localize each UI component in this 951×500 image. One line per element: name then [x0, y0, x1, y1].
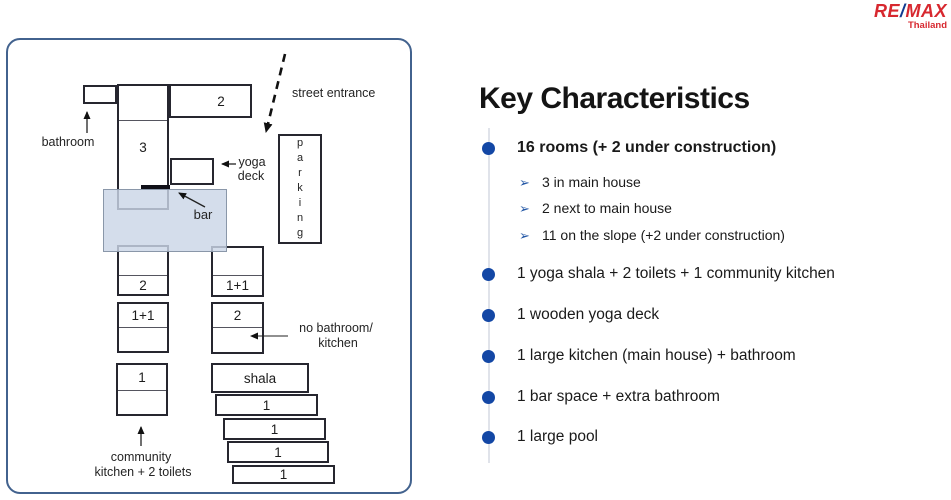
bullet-item: 1 bar space + extra bathroom: [517, 388, 720, 405]
bullet-dot: [482, 350, 495, 363]
room-label: 1: [138, 370, 146, 385]
room-label: 1+1: [226, 278, 249, 293]
parking-label: parking: [294, 136, 306, 242]
slope-room-box: 1: [232, 465, 335, 484]
shala-box: shala: [211, 363, 309, 393]
bullet-dot: [482, 309, 495, 322]
street-entrance-label: street entrance: [292, 86, 376, 100]
box-divider: [119, 327, 167, 328]
box-divider: [118, 390, 166, 391]
bar-label: bar: [193, 207, 213, 222]
bathroom-label: bathroom: [41, 135, 95, 149]
page-title: Key Characteristics: [479, 82, 750, 115]
bar-entrance-line: [141, 185, 170, 189]
room-label: 2: [233, 308, 242, 323]
sub-bullet-arrow-icon: ➢: [519, 201, 530, 216]
no-bathroom-label-line2: kitchen: [318, 336, 358, 350]
slope-room-box: 1: [223, 418, 326, 440]
sub-bullet-arrow-icon: ➢: [519, 175, 530, 190]
bullet-item: 1 large kitchen (main house) + bathroom: [517, 347, 796, 364]
bullet-item: 16 rooms (+ 2 under construction): [517, 139, 777, 156]
bathroom-annex-box: [83, 85, 117, 104]
room-box-left-b: [117, 302, 169, 353]
bullet-dot: [482, 268, 495, 281]
yoga-label-line2: deck: [237, 169, 265, 183]
logo-max: MAX: [905, 1, 947, 21]
room-box-left-c: [116, 363, 168, 416]
community-label-line2: kitchen + 2 toilets: [94, 465, 192, 479]
room-label: 3: [139, 140, 147, 155]
slope-room-box: 1: [227, 441, 329, 463]
room-label: 1+1: [131, 308, 155, 323]
room-2-top-box: [169, 84, 252, 118]
room-label: 2: [217, 94, 225, 109]
bullet-dot: [482, 142, 495, 155]
box-divider: [119, 275, 167, 276]
room-box-left-a: [117, 245, 169, 296]
yoga-deck-box: [170, 158, 214, 185]
room-box-right-a: [211, 246, 264, 297]
slope-room-box: 1: [215, 394, 318, 416]
no-bathroom-label-line1: no bathroom/: [299, 321, 373, 335]
room-box-right-b: [211, 302, 264, 354]
yoga-label-line1: yoga: [238, 155, 266, 169]
sub-bullet-item: 11 on the slope (+2 under construction): [542, 227, 785, 243]
community-label-line1: community: [110, 450, 172, 464]
remax-logo: [874, 2, 947, 31]
floor-plan-panel: [6, 38, 412, 494]
box-divider: [213, 327, 262, 328]
bullet-item: 1 yoga shala + 2 toilets + 1 community kitchen: [517, 265, 835, 282]
bullet-dot: [482, 431, 495, 444]
bullet-item: 1 wooden yoga deck: [517, 306, 660, 323]
box-divider: [213, 275, 262, 276]
parking-box: [278, 134, 322, 244]
bullet-connector-line: [488, 128, 490, 463]
box-divider: [119, 120, 167, 121]
room-label: 2: [139, 278, 147, 293]
bullet-item: 1 large pool: [517, 428, 599, 445]
sub-bullet-arrow-icon: ➢: [519, 228, 530, 243]
bullet-dot: [482, 391, 495, 404]
sub-bullet-item: 2 next to main house: [542, 200, 672, 216]
logo-region: Thailand: [907, 20, 947, 31]
sub-bullet-item: 3 in main house: [542, 174, 641, 190]
logo-slash: /: [899, 1, 906, 21]
logo-re: RE: [873, 1, 900, 21]
street-entrance-arrow: [266, 54, 285, 132]
remax-wordmark: [874, 2, 947, 20]
